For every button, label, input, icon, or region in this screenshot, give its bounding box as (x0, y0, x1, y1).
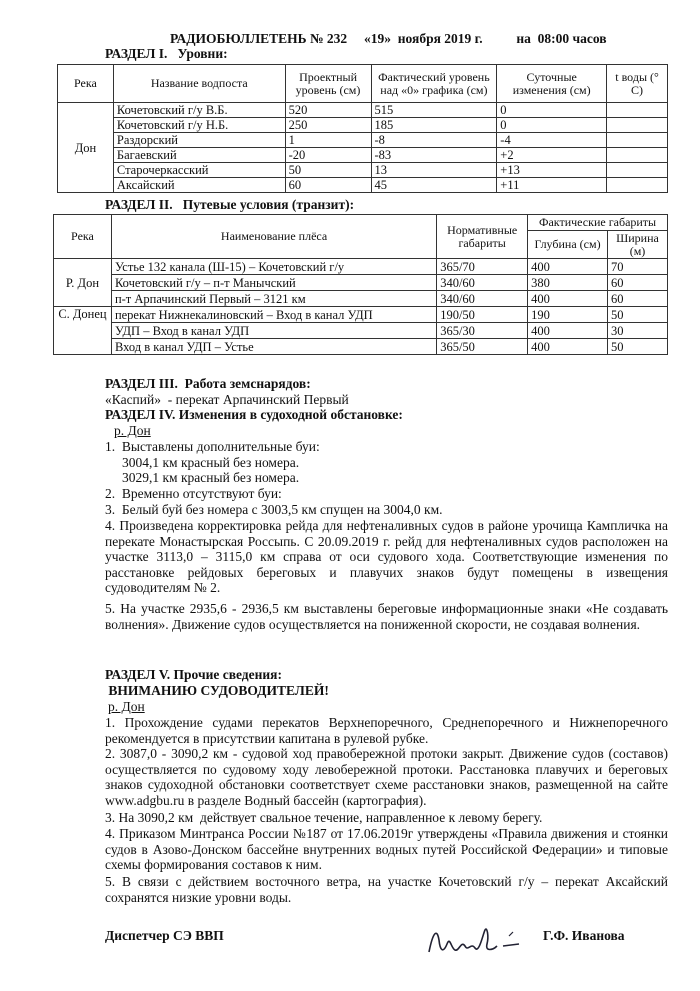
col-width: Ширина (м) (608, 231, 668, 259)
route-table-header (54, 215, 668, 231)
reach-cell: п-т Арпачинский Первый – 3121 км (111, 291, 436, 307)
sec5-item-3: 3. На 3090,2 км действует свальное течение, направленное к левому берегу. (105, 810, 543, 825)
col-design-level: Проектный уровень (см) (285, 65, 371, 103)
route-table (53, 214, 668, 355)
levels-table-header (58, 65, 668, 103)
col-station: Название водпоста (113, 65, 285, 103)
value-cell: 1 (285, 133, 371, 148)
table-row (54, 291, 668, 307)
river-cell: Р. Дон (54, 259, 112, 307)
value-cell: 515 (371, 103, 497, 118)
station-cell: Старочеркасский (113, 163, 285, 178)
value-cell: -20 (285, 148, 371, 163)
sec4-item-1b: 3029,1 км красный без номера. (122, 470, 300, 485)
col-actual: Фактические габариты (528, 215, 668, 231)
value-cell: 60 (285, 178, 371, 193)
value-cell: 185 (371, 118, 497, 133)
reach-cell: Устье 132 канала (Ш-15) – Кочетовский г/у (111, 259, 436, 275)
col-norm: Нормативные габариты (437, 215, 528, 259)
value-cell: 400 (528, 259, 608, 275)
value-cell: -8 (371, 133, 497, 148)
dredger-text: «Каспий» - перекат Арпачинский Первый (105, 392, 349, 407)
value-cell: +13 (497, 163, 607, 178)
section-4-river: р. Дон (114, 423, 151, 438)
sec5-item-2: 2. 3087,0 - 3090,2 км - судовой ход правобережной протоки закрыт. Движение судов (составов) осуществляется по судовому ходу левобережной протоки. Расстановка плавучих и береговых знаков судоходной обстановки соответствует схеме расстановки знаков, размещенной на сайте www.adgbu.ru в разделе Водный бассейн (картография). (105, 746, 668, 808)
value-cell: 365/50 (437, 339, 528, 355)
value-cell: 50 (608, 307, 668, 323)
station-cell: Раздорский (113, 133, 285, 148)
value-cell: 70 (608, 259, 668, 275)
table-row (54, 259, 668, 275)
value-cell: 50 (285, 163, 371, 178)
value-cell: 45 (371, 178, 497, 193)
value-cell: 380 (528, 275, 608, 291)
river-cell: С. Донец (54, 307, 112, 355)
table-row (58, 103, 668, 118)
value-cell: 50 (608, 339, 668, 355)
value-cell (607, 148, 668, 163)
section-3-title: РАЗДЕЛ III. Работа земснарядов: (105, 376, 311, 391)
value-cell: 0 (497, 103, 607, 118)
levels-table (57, 64, 668, 193)
sec4-item-3: 3. Белый буй без номера с 3003,5 км спущен на 3004,0 км. (105, 502, 443, 517)
dispatcher-label: Диспетчер СЭ ВВП (105, 928, 224, 943)
value-cell: +2 (497, 148, 607, 163)
value-cell: 13 (371, 163, 497, 178)
value-cell (607, 178, 668, 193)
reach-cell: Вход в канал УДП – Устье (111, 339, 436, 355)
sec5-item-1: 1. Прохождение судами перекатов Верхнепоречного, Среднепоречного и Нижнепоречного рекомендуется в присутствии капитана в рулевой рубке. (105, 715, 668, 746)
sec5-item-4: 4. Приказом Минтранса России №187 от 17.06.2019г утверждены «Правила движения и стоянки судов в Азово-Донском бассейне внутренних водных путей Российской Федерации» и типовые схемы формирования составов к ним. (105, 826, 668, 872)
value-cell: 60 (608, 275, 668, 291)
value-cell: 190/50 (437, 307, 528, 323)
section-2-title: РАЗДЕЛ II. Путевые условия (транзит): (105, 197, 355, 212)
sec4-item-4: 4. Произведена корректировка рейда для нефтеналивных судов в районе урочища Кампличка на перекате Монастырская Россыпь. С 20.09.2019 г. рейд для нефтеналивных судов расположен на участке 3113,0 – 3115,0 км справа от оси судового хода. Соответствующие изменения по расстановке рейдовых береговых и плавучих знаков будут помещены в извещения судоводителям № 2. (105, 518, 668, 595)
sec4-item-5: 5. На участке 2935,6 - 2936,5 км выставлены береговые информационные знаки «Не создавать волнения». Движение судов осуществляется на пониженной скорости, не создавая волнения. (105, 601, 668, 632)
section-5-title: РАЗДЕЛ V. Прочие сведения: (105, 667, 282, 682)
col-actual-level: Фактический уровень над «0» графика (см) (371, 65, 497, 103)
table-row (58, 148, 668, 163)
attention-heading: ВНИМАНИЮ СУДОВОДИТЕЛЕЙ! (105, 683, 329, 698)
value-cell: +11 (497, 178, 607, 193)
value-cell: -83 (371, 148, 497, 163)
col-river: Река (54, 215, 112, 259)
table-row (54, 339, 668, 355)
col-depth: Глубина (см) (528, 231, 608, 259)
value-cell (607, 118, 668, 133)
river-cell: Дон (58, 103, 114, 193)
value-cell: 340/60 (437, 275, 528, 291)
station-cell: Багаевский (113, 148, 285, 163)
value-cell: 520 (285, 103, 371, 118)
value-cell: 365/30 (437, 323, 528, 339)
value-cell: 400 (528, 339, 608, 355)
value-cell: 190 (528, 307, 608, 323)
signatory-name: Г.Ф. Иванова (543, 928, 625, 943)
station-cell: Кочетовский г/у Н.Б. (113, 118, 285, 133)
table-row (54, 275, 668, 291)
col-reach: Наименование плёса (111, 215, 436, 259)
col-water-temp: t воды (° C) (607, 65, 668, 103)
value-cell: 400 (528, 291, 608, 307)
sec4-item-1a: 3004,1 км красный без номера. (122, 455, 300, 470)
value-cell: 400 (528, 323, 608, 339)
col-river: Река (58, 65, 114, 103)
value-cell (607, 133, 668, 148)
sec5-item-5: 5. В связи с действием восточного ветра, на участке Кочетовский г/у – перекат Аксайский сохранятся низкие уровни воды. (105, 874, 668, 905)
value-cell: 365/70 (437, 259, 528, 275)
table-row (58, 133, 668, 148)
handwritten-signature (423, 922, 533, 962)
table-row (54, 323, 668, 339)
value-cell (607, 163, 668, 178)
value-cell: 0 (497, 118, 607, 133)
section-5-river: р. Дон (108, 699, 145, 714)
reach-cell: Кочетовский г/у – п-т Манычский (111, 275, 436, 291)
table-row (58, 178, 668, 193)
sec4-item-1: 1. Выставлены дополнительные буи: (105, 439, 320, 454)
reach-cell: УДП – Вход в канал УДП (111, 323, 436, 339)
bulletin-header: РАДИОБЮЛЛЕТЕНЬ № 232 «19» ноября 2019 г. на 08:00 часов (170, 31, 607, 46)
station-cell: Аксайский (113, 178, 285, 193)
section-1-title: РАЗДЕЛ I. Уровни: (105, 46, 228, 61)
reach-cell: перекат Нижнекалиновский – Вход в канал УДП (111, 307, 436, 323)
section-4-title: РАЗДЕЛ IV. Изменения в судоходной обстановке: (105, 407, 403, 422)
col-daily-change: Суточные изменения (см) (497, 65, 607, 103)
table-row (58, 163, 668, 178)
table-row (58, 118, 668, 133)
station-cell: Кочетовский г/у В.Б. (113, 103, 285, 118)
value-cell (607, 103, 668, 118)
sec4-item-2: 2. Временно отсутствуют буи: (105, 486, 282, 501)
value-cell: 30 (608, 323, 668, 339)
value-cell: 340/60 (437, 291, 528, 307)
table-row (54, 307, 668, 323)
value-cell: 60 (608, 291, 668, 307)
value-cell: -4 (497, 133, 607, 148)
value-cell: 250 (285, 118, 371, 133)
